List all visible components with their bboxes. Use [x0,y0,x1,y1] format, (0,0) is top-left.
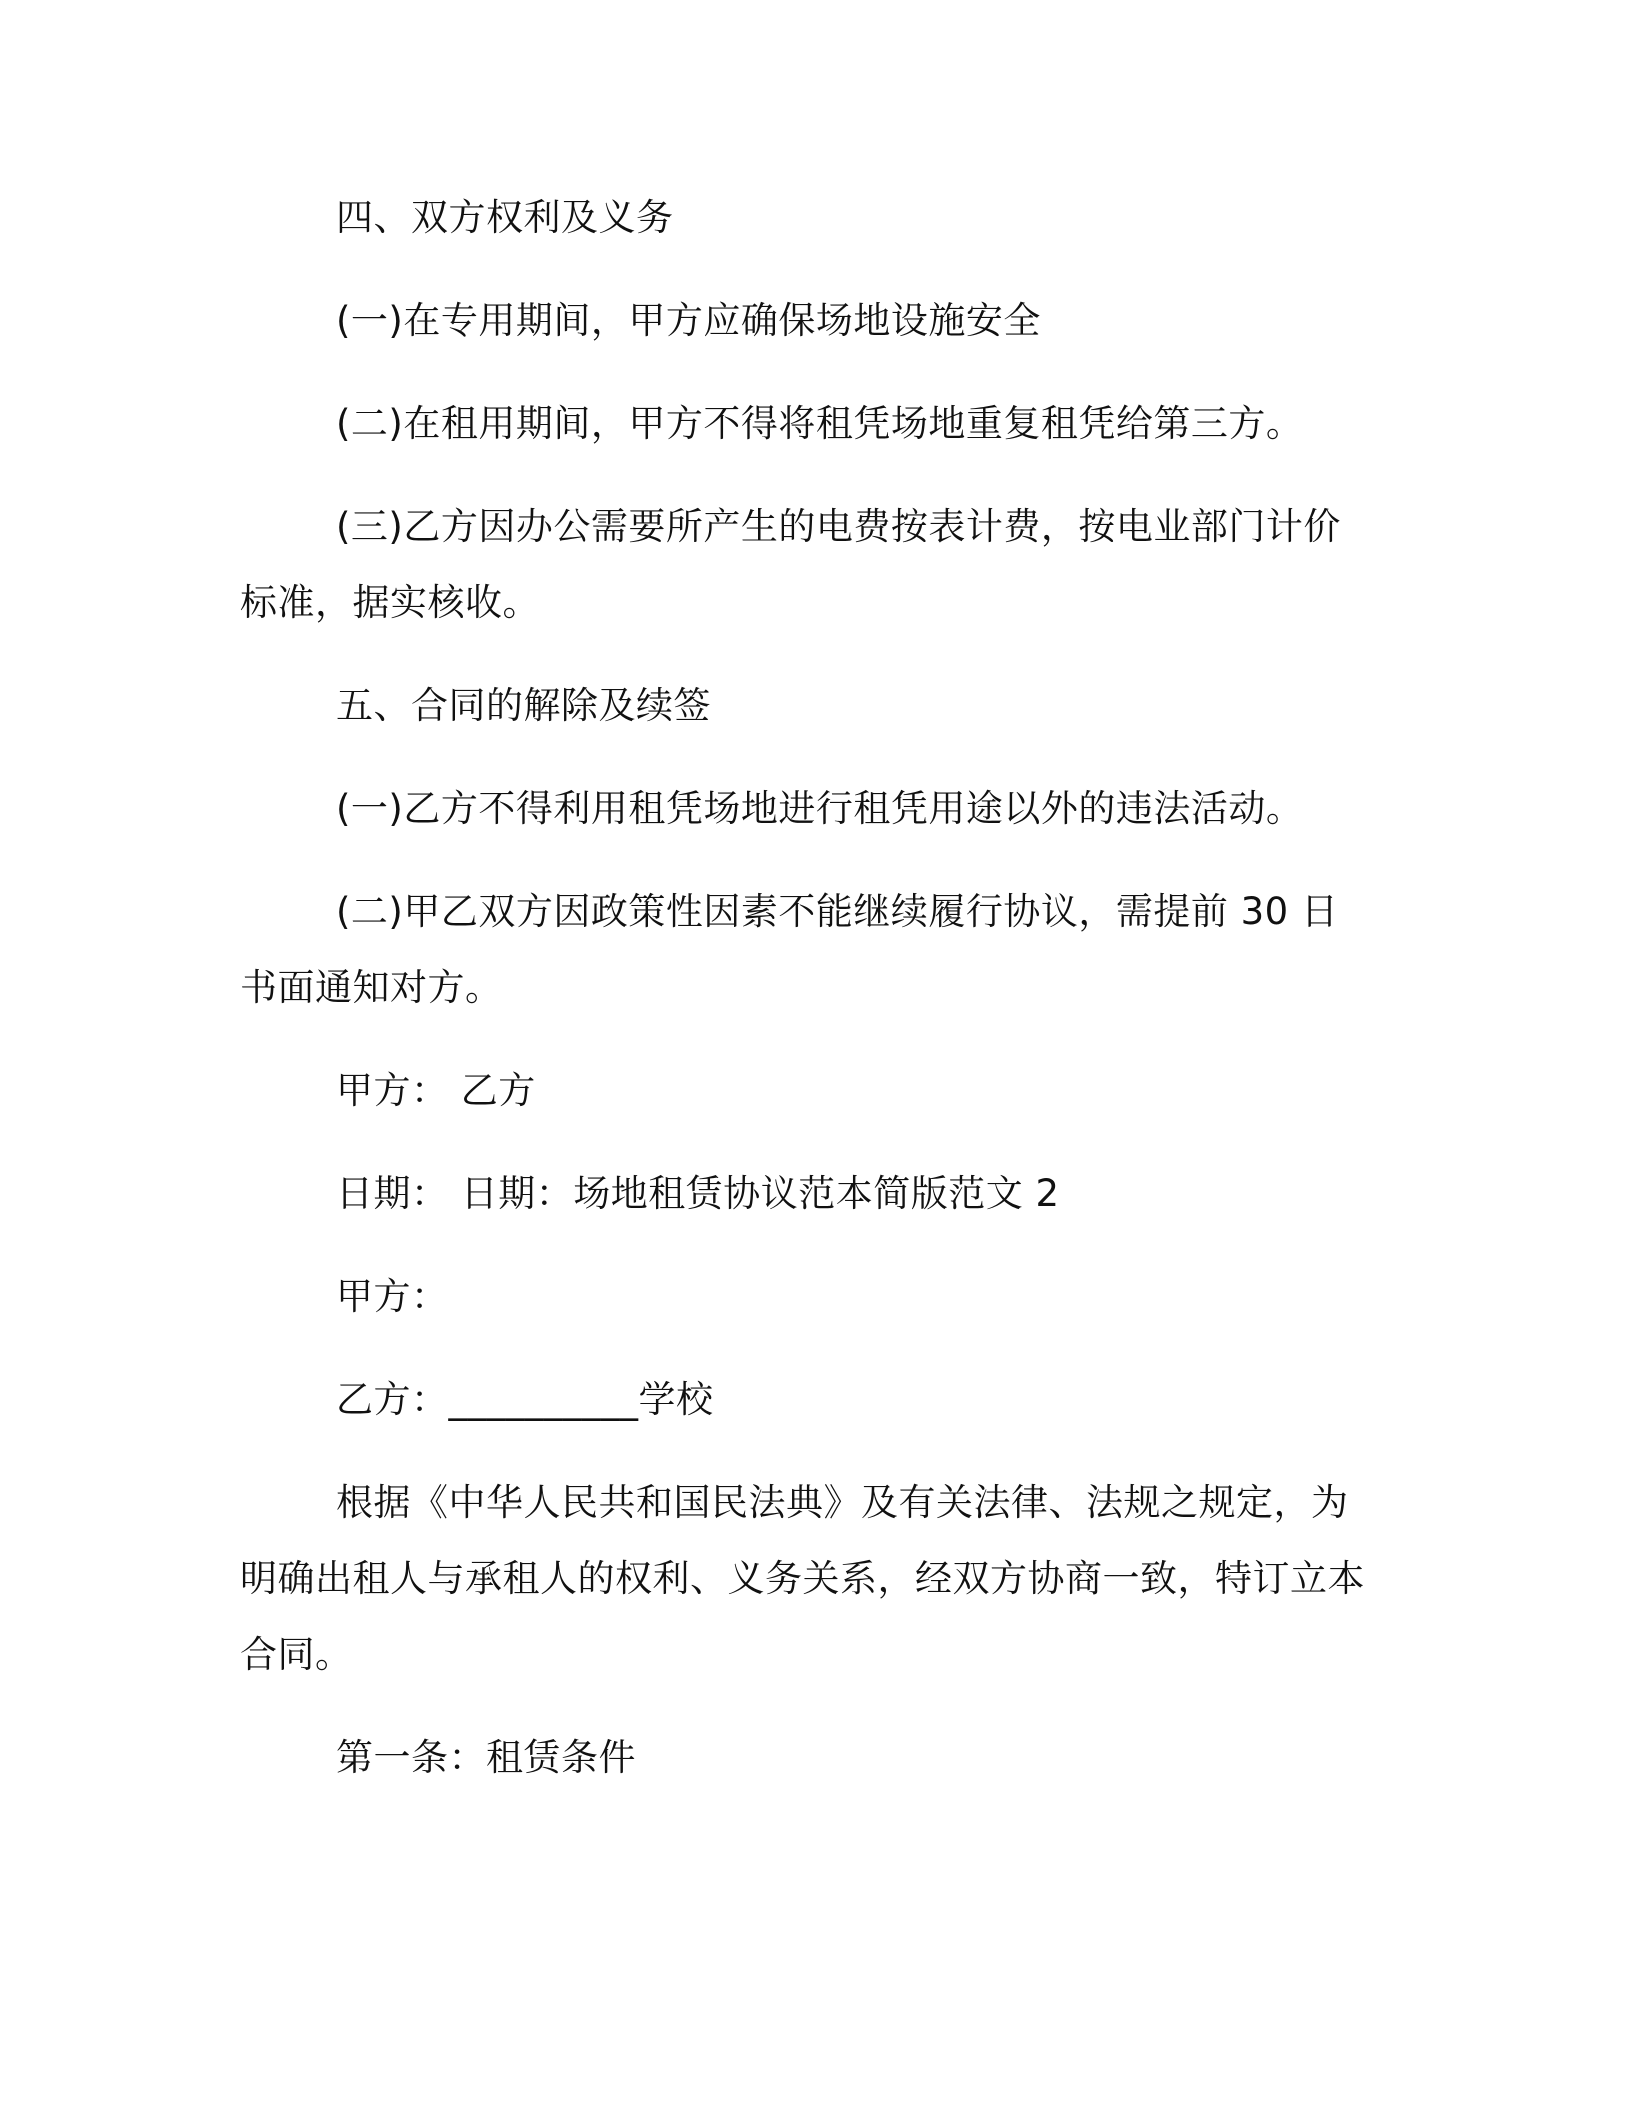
clause-paragraph: (一)在专用期间，甲方应确保场地设施安全 [336,299,1041,342]
party-a-line: 甲方： [336,1275,449,1318]
section-heading-rights-obligations: 四、双方权利及义务 [336,196,674,239]
date-line: 日期： 日期：场地租赁协议范本简版范文 2 [336,1172,1060,1215]
party-b-line: 乙方：__________学校 [336,1378,714,1421]
party-line: 甲方： 乙方 [336,1069,536,1112]
clause-paragraph: (二)在租用期间，甲方不得将租凭场地重复租凭给第三方。 [336,402,1304,445]
article-heading: 第一条：租赁条件 [336,1736,636,1779]
section-heading-termination-renewal: 五、合同的解除及续签 [336,684,711,727]
preamble-paragraph: 根据《中华人民共和国民法典》及有关法律、法规之规定，为明确出租人与承租人的权利、义务关系，经双方协商一致，特订立本合同。 [240,1481,1365,1676]
clause-paragraph: (一)乙方不得利用租凭场地进行租凭用途以外的违法活动。 [336,787,1304,830]
clause-paragraph: (三)乙方因办公需要所产生的电费按表计费，按电业部门计价标准，据实核收。 [240,505,1341,624]
clause-paragraph: (二)甲乙双方因政策性因素不能继续履行协议，需提前 30 日书面通知对方。 [240,890,1339,1009]
